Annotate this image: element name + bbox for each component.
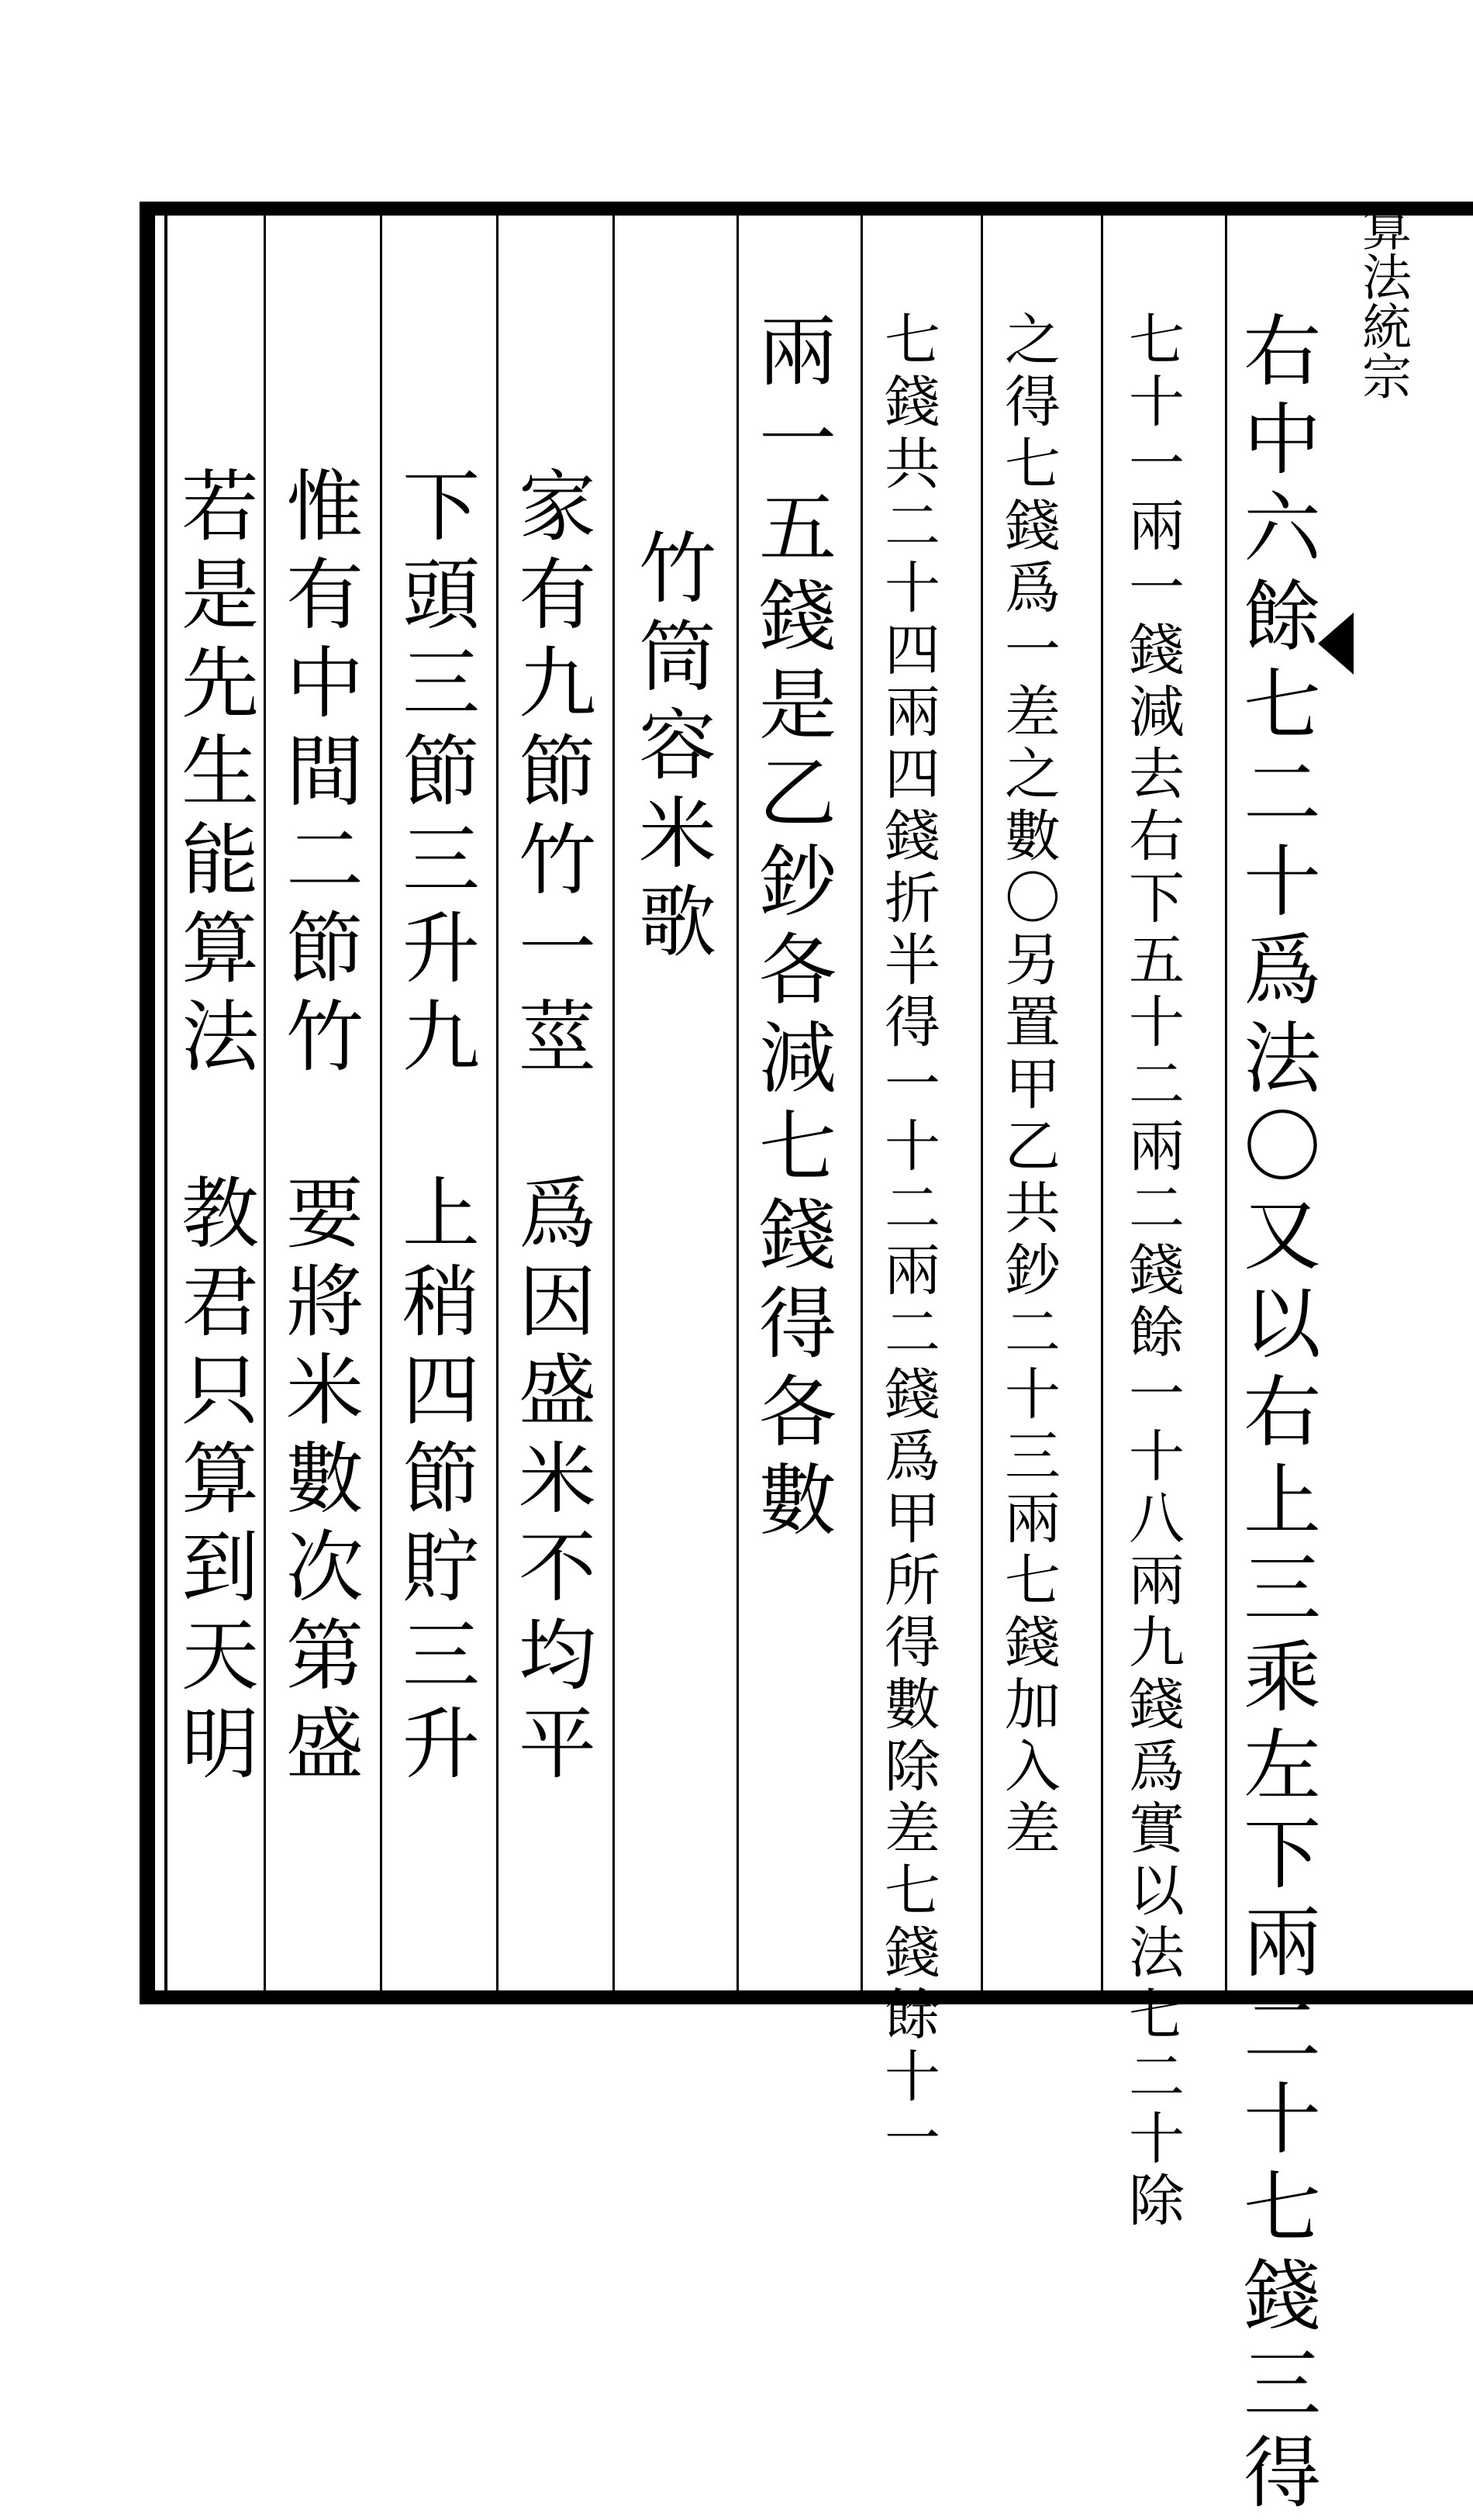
- column-rule: [981, 216, 983, 1990]
- column-rule: [736, 216, 739, 1990]
- column-rule: [380, 216, 382, 1990]
- text-column-2: 七十一兩一錢減去右下五十二兩二錢餘一十八兩九錢爲實以法七二十除: [1119, 310, 1185, 2233]
- fold-block-mark: [1318, 613, 1354, 675]
- poem-line-4: 若是先生能算法 教君只算到天明: [168, 465, 259, 1791]
- column-rule: [1225, 216, 1227, 1990]
- text-column-1: 右中六餘七二十爲法〇又以右上三乘左下兩二十七錢三得: [1230, 310, 1321, 2520]
- inner-border-line: [164, 216, 167, 1990]
- poem-line-2: 下頭三節三升九 上稍四節貯三升: [389, 465, 480, 1791]
- poem-title: 竹筒容米歌: [626, 527, 716, 969]
- fold-title: 算法統宗: [1354, 202, 1411, 400]
- text-column-4: 七錢共二十四兩四錢折半得一十二兩二錢爲甲所得數除差七錢餘十一: [875, 310, 940, 2171]
- column-rule: [1101, 216, 1103, 1990]
- column-rule: [612, 216, 615, 1990]
- text-column-3: 之得七錢爲一差之數〇另置甲乙共鈔二十三兩七錢加入差: [995, 310, 1061, 1861]
- text-column-5: 兩一五錢是乙鈔各減七錢得各數: [746, 310, 837, 1548]
- column-rule: [264, 216, 266, 1990]
- column-rule: [496, 216, 498, 1990]
- column-rule: [861, 216, 863, 1990]
- poem-line-1: 家有九節竹一莖 爲因盛米不均平: [505, 465, 596, 1791]
- poem-line-3: 惟有中間二節竹 要將米數次第盛: [273, 465, 364, 1791]
